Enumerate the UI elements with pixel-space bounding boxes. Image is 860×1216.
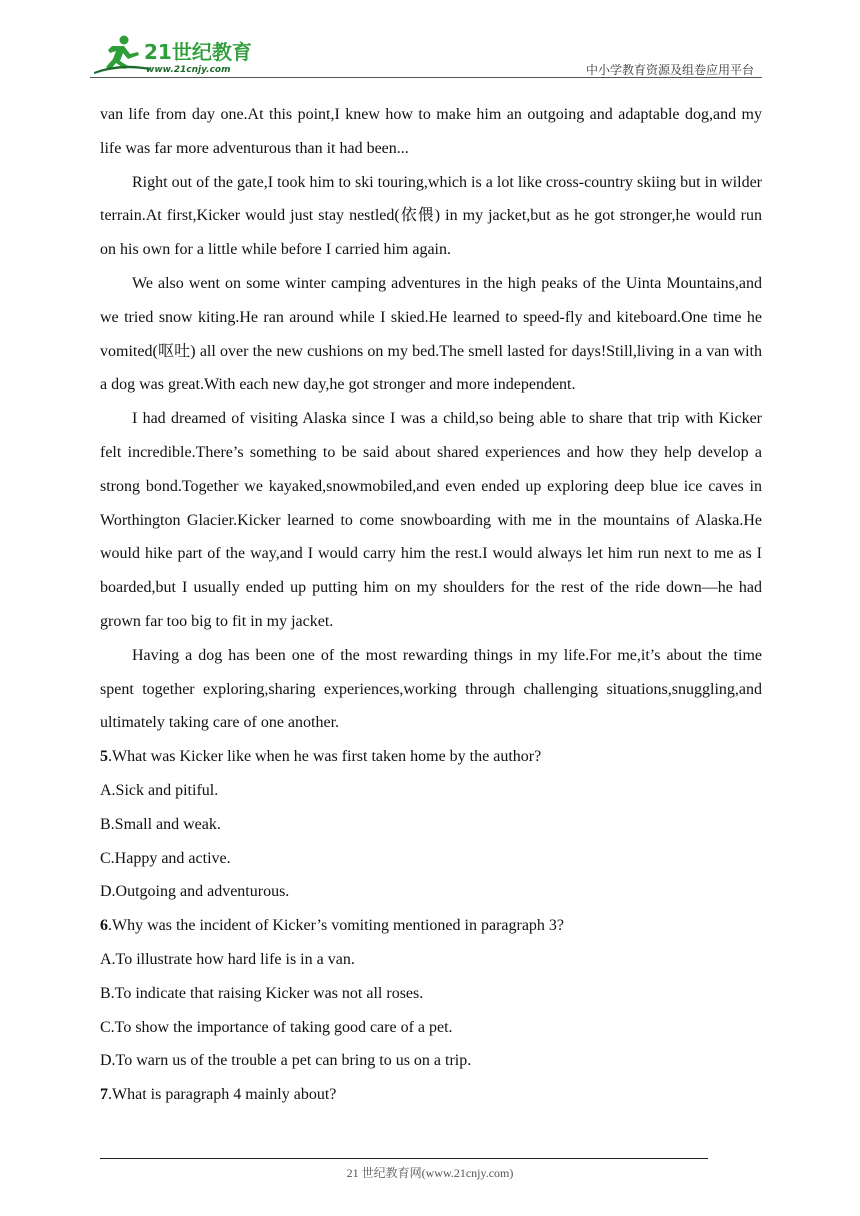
footer-divider [100,1158,708,1159]
passage-paragraph: Right out of the gate,I took him to ski touring,which is a lot like cross-country skiing but in wilder terrain.At first,Kicker would just stay nestled(依偎) in my jacket,but as he got stronger,he would run on his own for a little while before I carried him again. [100,173,762,259]
question-stem [100,909,762,943]
question-number: 7 [100,1086,108,1104]
question-text: .What is paragraph 4 mainly about? [108,1086,337,1104]
question-number: 5 [100,748,108,766]
header-divider [90,77,762,78]
answer-option: B.To indicate that raising Kicker was not all roses. [100,984,424,1002]
question-7 [100,1078,762,1112]
question-text: .Why was the incident of Kicker’s vomiting mentioned in paragraph 3? [108,917,565,935]
passage-paragraph: van life from day one.At this point,I knew how to make him an outgoing and adaptable dog,and my life was far more adventurous than it had been... [100,106,762,157]
question-stem [100,740,762,774]
document-body [100,98,762,1112]
question-text: .What was Kicker like when he was first taken home by the author? [108,748,542,766]
question-6 [100,909,762,1078]
passage-paragraph: Having a dog has been one of the most rewarding things in my life.For me,it’s about the time spent together exploring,sharing experiences,working through challenging situations,snuggling,and ultimately taking care of one another. [100,646,762,732]
runner-icon [94,36,150,75]
answer-option: D.To warn us of the trouble a pet can bring to us on a trip. [100,1052,472,1070]
page-header [90,32,762,78]
question-5 [100,740,762,909]
passage-paragraph: I had dreamed of visiting Alaska since I was a child,so being able to share that trip with Kicker felt incredible.There’s something to be said about shared experiences and how they help develop a strong bond.Together we kayaked,snowmobiled,and even ended up exploring deep blue ice caves in Worthington Glacier.Kicker learned to come snowboarding with me in the mountains of Alaska.He would hike part of the way,and I would carry him the rest.I would always let him run next to me as I boarded,but I usually ended up putting him on my shoulders for the rest of the ride down—he had grown far too big to fit in my jacket. [100,410,762,630]
answer-option: A.Sick and pitiful. [100,781,219,799]
question-number: 6 [100,917,108,935]
question-stem [100,1078,762,1112]
logo-text: 21世纪教育 [144,40,252,64]
answer-option: A.To illustrate how hard life is in a van. [100,950,355,968]
page-footer: 21 世纪教育网(www.21cnjy.com) [346,1166,514,1180]
answer-option: C.Happy and active. [100,849,231,867]
passage-paragraph: We also went on some winter camping adventures in the high peaks of the Uinta Mountains,and we tried snow kiting.He ran around while I skied.He learned to speed-fly and kiteboard.One time he vomited(呕吐) all over the new cushions on my bed.The smell lasted for days!Still,living in a van with a dog was great.With each new day,he got stronger and more independent. [100,274,762,394]
site-logo [90,32,260,76]
logo-url: www.21cnjy.com [146,65,231,75]
answer-option: B.Small and weak. [100,815,221,833]
header-tagline: 中小学教育资源及组卷应用平台 [585,63,754,77]
answer-option: D.Outgoing and adventurous. [100,883,290,901]
answer-option: C.To show the importance of taking good care of a pet. [100,1018,453,1036]
